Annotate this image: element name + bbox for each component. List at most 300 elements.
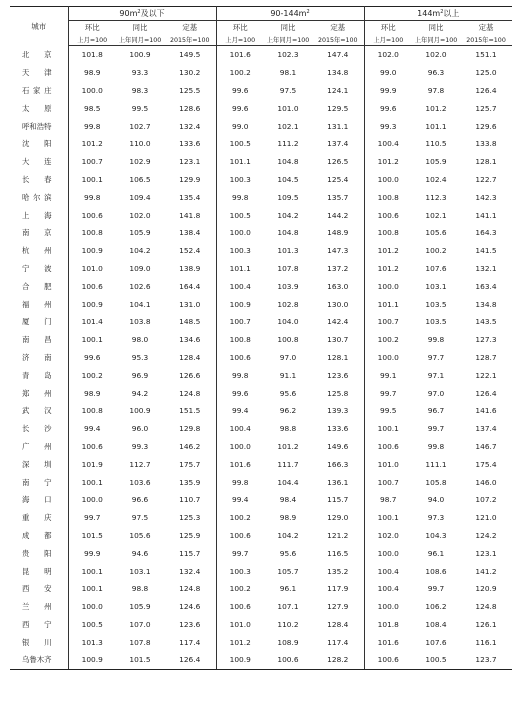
index-value: 99.6 xyxy=(232,388,249,398)
index-value: 101.2 xyxy=(425,103,447,113)
index-value: 100.2 xyxy=(229,68,251,78)
index-value: 116.5 xyxy=(312,544,364,562)
index-value: 101.5 xyxy=(116,651,164,669)
index-value: 101.6 xyxy=(229,50,251,60)
group-header-large: $144m^2$以上 xyxy=(364,7,512,21)
index-value: 128.4 xyxy=(164,349,216,367)
index-value: 104.2 xyxy=(129,246,151,256)
index-value: 122.1 xyxy=(475,370,497,380)
table-row xyxy=(10,473,512,491)
index-value: 100.9 xyxy=(81,299,103,309)
index-value: 110.5 xyxy=(425,139,447,149)
city-name: 天津 xyxy=(10,64,68,82)
index-value: 101.5 xyxy=(81,530,103,540)
index-value: 128.2 xyxy=(312,651,364,669)
index-value: 103.5 xyxy=(425,317,447,327)
index-value: 104.3 xyxy=(425,530,447,540)
index-value: 100.6 xyxy=(81,441,103,451)
index-value: 97.0 xyxy=(427,388,445,398)
table-row xyxy=(10,438,512,456)
base-label-0: 上月=100 xyxy=(364,33,412,46)
base-label-2: 2015年=100 xyxy=(164,33,216,46)
index-value: 138.9 xyxy=(164,260,216,278)
index-value: 98.4 xyxy=(279,495,297,505)
index-value: 103.6 xyxy=(129,477,151,487)
index-value: 100.5 xyxy=(412,651,460,669)
index-value: 98.9 xyxy=(84,388,101,398)
index-value: 126.6 xyxy=(164,366,216,384)
index-value: 105.9 xyxy=(129,228,151,238)
index-value: 100.6 xyxy=(81,210,103,220)
index-value: 100.9 xyxy=(216,651,264,669)
index-value: 104.2 xyxy=(277,210,299,220)
index-value: 126.5 xyxy=(312,153,364,171)
index-value: 100.2 xyxy=(229,513,251,523)
index-value: 141.2 xyxy=(475,566,497,576)
index-value: 101.2 xyxy=(81,139,103,149)
index-value: 137.4 xyxy=(475,424,497,434)
index-value: 102.0 xyxy=(425,50,447,60)
index-value: 105.7 xyxy=(277,566,299,576)
index-value: 123.6 xyxy=(312,366,364,384)
index-value: 130.0 xyxy=(312,295,364,313)
city-name: 南昌 xyxy=(10,331,68,349)
index-value: 97.1 xyxy=(427,370,445,380)
city-name: 长沙 xyxy=(10,420,68,438)
city-name: 兰州 xyxy=(10,598,68,616)
index-value: 100.7 xyxy=(377,477,399,487)
index-value: 102.1 xyxy=(425,210,447,220)
city-name: 广州 xyxy=(10,438,68,456)
index-value: 100.9 xyxy=(81,246,103,256)
index-value: 98.5 xyxy=(84,103,101,113)
subhead-2: 定基 xyxy=(312,21,364,34)
city-name: 长春 xyxy=(10,171,68,189)
index-value: 93.3 xyxy=(131,68,149,78)
city-name: 郑州 xyxy=(10,384,68,402)
table-row xyxy=(10,455,512,473)
index-value: 100.7 xyxy=(229,317,251,327)
index-value: 100.9 xyxy=(129,50,151,60)
table-row xyxy=(10,491,512,509)
index-value: 96.7 xyxy=(427,406,445,416)
index-value: 102.0 xyxy=(129,210,151,220)
index-value: 129.8 xyxy=(164,420,216,438)
index-value: 124.1 xyxy=(312,82,364,100)
table-row xyxy=(10,402,512,420)
table-row xyxy=(10,135,512,153)
index-value: 98.7 xyxy=(380,495,397,505)
index-value: 100.5 xyxy=(81,619,103,629)
index-value: 105.8 xyxy=(425,477,447,487)
index-value: 100.8 xyxy=(277,335,299,345)
index-value: 97.8 xyxy=(427,85,445,95)
index-value: 91.1 xyxy=(279,370,297,380)
base-label-0: 上月=100 xyxy=(216,33,264,46)
index-value: 98.8 xyxy=(131,584,149,594)
subhead-1: 同比 xyxy=(428,22,444,32)
table-row xyxy=(10,224,512,242)
index-value: 105.9 xyxy=(129,602,151,612)
city-name: 福州 xyxy=(10,295,68,313)
index-value: 100.0 xyxy=(377,548,399,558)
table-row xyxy=(10,82,512,100)
index-value: 134.8 xyxy=(475,299,497,309)
subhead-0: 环比 xyxy=(232,22,248,32)
index-value: 120.9 xyxy=(475,584,497,594)
index-value: 97.5 xyxy=(131,513,149,523)
table-body xyxy=(10,46,512,670)
index-value: 142.4 xyxy=(312,313,364,331)
base-row xyxy=(10,33,512,46)
city-name: 大连 xyxy=(10,153,68,171)
index-value: 99.7 xyxy=(427,584,445,594)
index-value: 115.7 xyxy=(164,544,216,562)
table-row xyxy=(10,562,512,580)
index-value: 103.1 xyxy=(129,566,151,576)
index-value: 124.8 xyxy=(475,602,497,612)
city-name: 昆明 xyxy=(10,562,68,580)
index-value: 121.2 xyxy=(312,527,364,545)
index-value: 99.6 xyxy=(232,103,249,113)
index-value: 94.6 xyxy=(131,548,149,558)
index-value: 139.3 xyxy=(312,402,364,420)
price-index-table xyxy=(10,6,512,670)
index-value: 100.0 xyxy=(377,602,399,612)
city-name: 哈尔滨 xyxy=(10,188,68,206)
index-value: 134.6 xyxy=(164,331,216,349)
index-value: 98.0 xyxy=(131,335,149,345)
city-name: 太原 xyxy=(10,99,68,117)
city-name: 呼和浩特 xyxy=(10,117,68,135)
table-row xyxy=(10,242,512,260)
index-value: 101.1 xyxy=(229,263,251,273)
index-value: 125.3 xyxy=(164,509,216,527)
index-value: 99.6 xyxy=(232,85,249,95)
index-value: 99.8 xyxy=(232,192,249,202)
index-value: 107.8 xyxy=(277,263,299,273)
index-value: 100.8 xyxy=(81,406,103,416)
index-value: 100.2 xyxy=(377,335,399,345)
index-value: 152.4 xyxy=(164,242,216,260)
index-value: 99.0 xyxy=(380,68,397,78)
index-value: 142.3 xyxy=(475,192,497,202)
index-value: 130.2 xyxy=(164,64,216,82)
subhead-0: 环比 xyxy=(380,22,396,32)
city-name: 深圳 xyxy=(10,455,68,473)
table-row xyxy=(10,171,512,189)
index-value: 99.4 xyxy=(232,406,249,416)
index-value: 104.4 xyxy=(277,477,299,487)
index-value: 101.3 xyxy=(277,246,299,256)
index-value: 100.6 xyxy=(264,651,312,669)
index-value: 137.2 xyxy=(312,260,364,278)
city-column-header: 城市 xyxy=(10,7,68,46)
table-row xyxy=(10,206,512,224)
index-value: 105.9 xyxy=(425,157,447,167)
index-value: 102.7 xyxy=(129,121,151,131)
index-value: 99.4 xyxy=(232,495,249,505)
index-value: 133.6 xyxy=(164,135,216,153)
index-value: 144.2 xyxy=(312,206,364,224)
table-row xyxy=(10,64,512,82)
index-value: 108.9 xyxy=(277,637,299,647)
index-value: 101.4 xyxy=(81,317,103,327)
index-value: 148.5 xyxy=(164,313,216,331)
index-value: 100.9 xyxy=(129,406,151,416)
index-value: 107.2 xyxy=(475,495,497,505)
index-value: 97.3 xyxy=(427,513,445,523)
index-value: 100.9 xyxy=(68,651,116,669)
index-value: 100.3 xyxy=(229,566,251,576)
index-value: 126.4 xyxy=(475,388,497,398)
city-name: 厦门 xyxy=(10,313,68,331)
index-value: 101.2 xyxy=(377,263,399,273)
index-value: 98.9 xyxy=(279,513,297,523)
table-row xyxy=(10,509,512,527)
index-value: 125.5 xyxy=(164,82,216,100)
index-value: 102.4 xyxy=(425,174,447,184)
table-row xyxy=(10,580,512,598)
table-row xyxy=(10,651,512,669)
city-name: 西安 xyxy=(10,580,68,598)
index-value: 175.4 xyxy=(475,459,497,469)
index-value: 100.6 xyxy=(377,441,399,451)
table-row xyxy=(10,633,512,651)
city-name: 西宁 xyxy=(10,616,68,634)
index-value: 96.1 xyxy=(427,548,445,558)
index-value: 102.3 xyxy=(277,50,299,60)
index-value: 99.7 xyxy=(232,548,249,558)
index-value: 163.4 xyxy=(475,281,497,291)
index-value: 97.0 xyxy=(279,352,297,362)
index-value: 125.7 xyxy=(475,103,497,113)
city-name: 海口 xyxy=(10,491,68,509)
index-value: 123.6 xyxy=(164,616,216,634)
index-value: 121.0 xyxy=(475,513,497,523)
index-value: 125.4 xyxy=(312,171,364,189)
index-value: 95.6 xyxy=(279,388,297,398)
table-row xyxy=(10,349,512,367)
index-value: 134.8 xyxy=(312,64,364,82)
index-value: 99.8 xyxy=(427,335,445,345)
index-value: 128.6 xyxy=(164,99,216,117)
index-value: 99.7 xyxy=(380,388,397,398)
table-header xyxy=(10,7,512,46)
index-value: 128.7 xyxy=(475,352,497,362)
index-value: 101.8 xyxy=(377,619,399,629)
index-value: 100.0 xyxy=(377,352,399,362)
table-row xyxy=(10,420,512,438)
index-value: 100.4 xyxy=(377,584,399,594)
index-value: 96.2 xyxy=(279,406,297,416)
index-value: 100.6 xyxy=(364,651,412,669)
index-value: 101.1 xyxy=(425,121,447,131)
index-value: 100.8 xyxy=(229,335,251,345)
subhead-2: 定基 xyxy=(478,22,494,32)
index-value: 101.0 xyxy=(277,103,299,113)
index-value: 100.6 xyxy=(229,530,251,540)
city-name: 银川 xyxy=(10,633,68,651)
index-value: 100.2 xyxy=(81,370,103,380)
index-value: 100.2 xyxy=(229,584,251,594)
base-label-1: 上年同月=100 xyxy=(116,33,164,46)
index-value: 131.1 xyxy=(312,117,364,135)
index-value: 100.0 xyxy=(81,602,103,612)
index-value: 101.2 xyxy=(377,157,399,167)
index-value: 117.4 xyxy=(312,633,364,651)
index-value: 130.7 xyxy=(312,331,364,349)
index-value: 100.3 xyxy=(229,174,251,184)
index-value: 123.1 xyxy=(475,548,497,558)
table-row xyxy=(10,598,512,616)
table-row xyxy=(10,260,512,278)
index-value: 95.3 xyxy=(131,352,149,362)
table-row xyxy=(10,331,512,349)
index-value: 126.1 xyxy=(475,619,497,629)
index-value: 110.2 xyxy=(277,619,299,629)
index-value: 141.8 xyxy=(164,206,216,224)
subhead-2: 定基 xyxy=(164,21,216,34)
index-value: 112.3 xyxy=(425,192,447,202)
index-value: 147.3 xyxy=(312,242,364,260)
index-value: 129.0 xyxy=(312,509,364,527)
city-name: 南宁 xyxy=(10,473,68,491)
index-value: 100.6 xyxy=(229,602,251,612)
index-value: 128.1 xyxy=(475,157,497,167)
city-name: 济南 xyxy=(10,349,68,367)
index-value: 149.5 xyxy=(164,46,216,64)
city-name: 宁波 xyxy=(10,260,68,278)
index-value: 101.0 xyxy=(81,263,103,273)
index-value: 126.4 xyxy=(164,651,216,669)
index-value: 100.0 xyxy=(81,495,103,505)
index-value: 111.2 xyxy=(277,139,299,149)
index-value: 135.9 xyxy=(164,473,216,491)
city-name: 合肥 xyxy=(10,277,68,295)
table-row xyxy=(10,616,512,634)
index-value: 105.6 xyxy=(425,228,447,238)
table-row xyxy=(10,527,512,545)
index-value: 127.3 xyxy=(475,335,497,345)
index-value: 99.6 xyxy=(380,103,397,113)
index-value: 100.1 xyxy=(377,424,399,434)
index-value: 141.6 xyxy=(475,406,497,416)
index-value: 98.9 xyxy=(84,68,101,78)
index-value: 151.5 xyxy=(164,402,216,420)
index-value: 127.9 xyxy=(312,598,364,616)
index-value: 146.7 xyxy=(475,441,497,451)
index-value: 101.2 xyxy=(277,441,299,451)
index-value: 99.8 xyxy=(84,121,101,131)
index-value: 175.7 xyxy=(164,455,216,473)
index-value: 106.2 xyxy=(425,602,447,612)
index-value: 96.9 xyxy=(131,370,149,380)
index-value: 125.9 xyxy=(164,527,216,545)
index-value: 133.8 xyxy=(475,139,497,149)
index-value: 100.7 xyxy=(377,317,399,327)
city-name: 杭州 xyxy=(10,242,68,260)
table-row xyxy=(10,188,512,206)
index-value: 101.9 xyxy=(81,459,103,469)
index-value: 102.6 xyxy=(129,281,151,291)
base-label-1: 上年同月=100 xyxy=(412,33,460,46)
index-value: 105.6 xyxy=(129,530,151,540)
table-row xyxy=(10,313,512,331)
index-value: 122.7 xyxy=(475,174,497,184)
index-value: 100.5 xyxy=(229,210,251,220)
index-value: 96.0 xyxy=(131,424,149,434)
index-value: 100.1 xyxy=(81,335,103,345)
index-value: 103.5 xyxy=(425,299,447,309)
index-value: 104.2 xyxy=(277,530,299,540)
index-value: 141.1 xyxy=(475,210,497,220)
index-value: 99.5 xyxy=(380,406,397,416)
index-value: 117.9 xyxy=(312,580,364,598)
index-value: 124.2 xyxy=(475,530,497,540)
table-row xyxy=(10,366,512,384)
index-value: 100.8 xyxy=(377,192,399,202)
index-value: 138.4 xyxy=(164,224,216,242)
index-value: 100.8 xyxy=(81,228,103,238)
index-value: 100.0 xyxy=(81,85,103,95)
index-value: 148.9 xyxy=(312,224,364,242)
index-value: 109.5 xyxy=(277,192,299,202)
group-header-small: $90m^2$及以下 xyxy=(68,7,216,21)
table-row xyxy=(10,99,512,117)
table-row xyxy=(10,384,512,402)
index-value: 133.6 xyxy=(312,420,364,438)
index-value: 96.6 xyxy=(131,495,149,505)
index-value: 101.3 xyxy=(81,637,103,647)
index-value: 101.6 xyxy=(229,459,251,469)
index-value: 100.1 xyxy=(81,566,103,576)
index-value: 107.8 xyxy=(129,637,151,647)
city-name: 上海 xyxy=(10,206,68,224)
index-value: 132.1 xyxy=(475,263,497,273)
index-value: 166.3 xyxy=(312,455,364,473)
index-value: 100.0 xyxy=(229,441,251,451)
base-label-2: 2015年=100 xyxy=(312,33,364,46)
index-value: 103.9 xyxy=(277,281,299,291)
index-value: 129.5 xyxy=(312,99,364,117)
index-value: 104.5 xyxy=(277,174,299,184)
index-value: 111.7 xyxy=(277,459,299,469)
index-value: 97.7 xyxy=(427,352,445,362)
index-value: 100.1 xyxy=(377,513,399,523)
index-value: 101.1 xyxy=(229,157,251,167)
index-value: 95.6 xyxy=(279,548,297,558)
index-value: 103.8 xyxy=(129,317,151,327)
index-value: 100.1 xyxy=(81,174,103,184)
index-value: 104.1 xyxy=(129,299,151,309)
index-value: 100.4 xyxy=(377,139,399,149)
index-value: 100.1 xyxy=(81,584,103,594)
base-label-2: 2015年=100 xyxy=(460,33,512,46)
index-value: 102.1 xyxy=(277,121,299,131)
index-value: 98.3 xyxy=(131,85,149,95)
index-value: 107.6 xyxy=(425,637,447,647)
index-value: 100.4 xyxy=(377,566,399,576)
index-value: 111.1 xyxy=(425,459,447,469)
index-value: 100.0 xyxy=(229,228,251,238)
index-value: 107.6 xyxy=(425,263,447,273)
index-value: 101.2 xyxy=(229,637,251,647)
city-name: 南京 xyxy=(10,224,68,242)
index-value: 103.1 xyxy=(425,281,447,291)
index-value: 100.5 xyxy=(229,139,251,149)
index-value: 100.6 xyxy=(377,210,399,220)
